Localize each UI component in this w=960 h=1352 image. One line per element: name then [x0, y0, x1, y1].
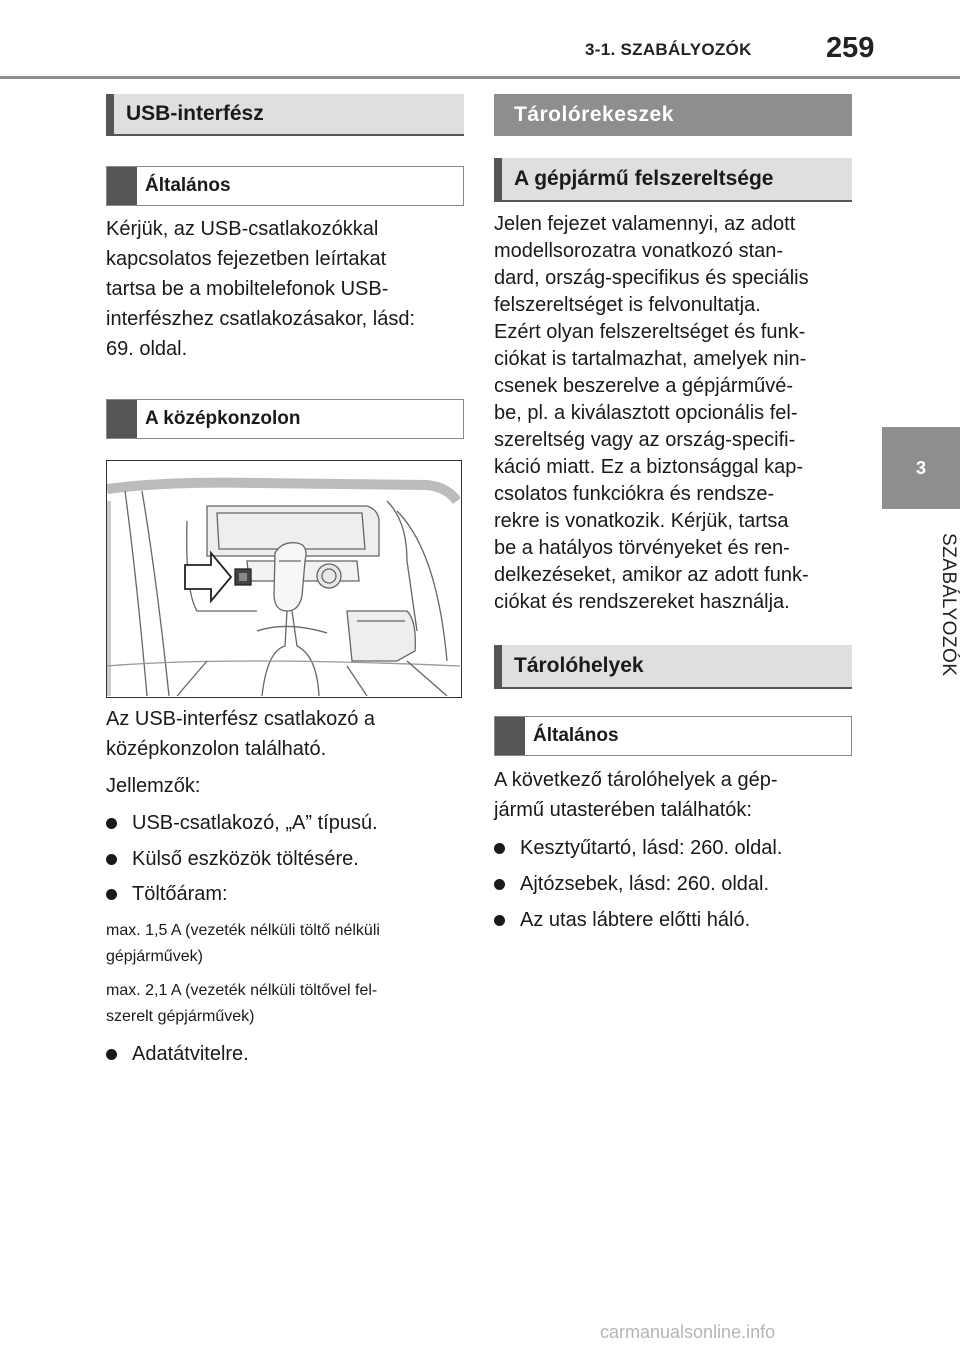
subheading-console	[106, 399, 464, 439]
paragraph-line: be, pl. a kiválasztott opcionális fel-	[494, 402, 798, 424]
intro-line: kapcsolatos fejezetben leírtakat	[106, 248, 387, 270]
list-item-text: Adatátvitelre.	[132, 1043, 249, 1065]
figure-caption	[106, 704, 466, 764]
heading-bar	[106, 94, 114, 136]
section-heading-usb	[106, 94, 464, 136]
list-item-text: Ajtózsebek, lásd: 260. oldal.	[520, 873, 770, 895]
paragraph-line: ciókat és rendszereket használja.	[494, 591, 790, 613]
intro-line: tartsa be a mobiltelefonok USB-	[106, 278, 389, 300]
chapter-tab: 3	[882, 427, 960, 509]
storage-line: A következő tárolóhelyek a gép-	[494, 769, 778, 791]
subheading-general-text: Általános	[145, 175, 231, 196]
charge-note-1	[106, 918, 466, 970]
chapter-side-label	[883, 520, 959, 690]
arrow-icon	[185, 553, 231, 601]
section-heading-usb-text: USB-interfész	[126, 102, 264, 125]
bullet-icon	[106, 854, 117, 865]
list-item	[494, 870, 856, 898]
subheading-equipment	[494, 158, 852, 202]
note-line: max. 1,5 A (vezeték nélküli töltő nélküli	[106, 922, 380, 939]
paragraph-line: felszereltséget is felvonultatja.	[494, 294, 761, 316]
features-label: Jellemzők:	[106, 775, 201, 797]
subheading-bar	[494, 158, 502, 200]
bullet-icon	[106, 818, 117, 829]
subheading-equipment-text: A gépjármű felszereltsége	[514, 167, 774, 190]
list-item-text: Az utas lábtere előtti háló.	[520, 909, 751, 931]
note-line: gépjárművek)	[106, 948, 203, 965]
list-item-text: USB-csatlakozó, „A” típusú.	[132, 812, 378, 834]
subheading-bar	[107, 400, 137, 438]
charge-note-2	[106, 978, 466, 1030]
bullet-icon	[106, 889, 117, 900]
bullet-icon	[494, 879, 505, 890]
intro-line: interfészhez csatlakozásakor, lásd:	[106, 308, 416, 330]
storage-intro	[494, 765, 856, 825]
subheading-storage-places	[494, 645, 852, 689]
subheading-bar	[107, 167, 137, 205]
list-item	[494, 906, 856, 934]
list-item-text: Töltőáram:	[132, 883, 228, 905]
caption-line: Az USB-interfész csatlakozó a	[106, 708, 375, 730]
paragraph-line: káció miatt. Ez a biztonsággal kap-	[494, 456, 804, 478]
paragraph-line: csenek beszerelve a gépjárművé-	[494, 375, 794, 397]
watermark: carmanualsonline.info	[600, 1322, 776, 1342]
caption-line: középkonzolon található.	[106, 738, 327, 760]
subheading-bar	[494, 645, 502, 687]
bullet-icon	[106, 1049, 117, 1060]
paragraph-line: be a hatályos törvényeket és ren-	[494, 537, 790, 559]
list-item	[494, 834, 856, 862]
section-heading-storage	[494, 94, 852, 136]
subheading-general-right	[494, 716, 852, 756]
paragraph-line: dard, ország-specifikus és speciális	[494, 267, 809, 289]
list-item	[106, 880, 466, 908]
page-number: 259	[826, 32, 875, 64]
subheading-general	[106, 166, 464, 206]
list-item	[106, 845, 466, 873]
subheading-console-text: A középkonzolon	[145, 408, 301, 429]
header-rule	[0, 76, 960, 79]
subheading-general-right-text: Általános	[533, 725, 619, 746]
list-item	[106, 1040, 466, 1068]
heading-bar	[494, 94, 502, 136]
intro-line: 69. oldal.	[106, 338, 188, 360]
bullet-icon	[494, 915, 505, 926]
chapter-title: 3-1. SZABÁLYOZÓK	[585, 40, 752, 59]
paragraph-line: delkezéseket, amikor az adott funk-	[494, 564, 809, 586]
paragraph-line: ciókat is tartalmazhat, amelyek nin-	[494, 348, 807, 370]
list-item	[106, 809, 466, 837]
storage-line: jármű utasterében találhatók:	[494, 799, 752, 821]
paragraph-line: rekre is vonatkozik. Kérjük, tartsa	[494, 510, 789, 532]
paragraph-line: Jelen fejezet valamennyi, az adott	[494, 213, 796, 235]
intro-paragraph	[106, 214, 466, 364]
console-illustration	[107, 461, 460, 696]
paragraph-line: szereltség vagy az ország-specifi-	[494, 429, 796, 451]
list-item-text: Külső eszközök töltésére.	[132, 848, 359, 870]
subheading-bar	[495, 717, 525, 755]
equipment-paragraph	[494, 211, 856, 616]
paragraph-line: Ezért olyan felszereltséget és funk-	[494, 321, 806, 343]
intro-line: Kérjük, az USB-csatlakozókkal	[106, 218, 379, 240]
chapter-side-label-text: SZABÁLYOZÓK	[938, 533, 959, 677]
console-usb-figure	[106, 460, 462, 698]
bullet-icon	[494, 843, 505, 854]
paragraph-line: modellsorozatra vonatkozó stan-	[494, 240, 784, 262]
section-heading-storage-text: Tárolórekeszek	[514, 103, 674, 126]
subheading-storage-places-text: Tárolóhelyek	[514, 654, 644, 677]
note-line: szerelt gépjárművek)	[106, 1008, 255, 1025]
note-line: max. 2,1 A (vezeték nélküli töltővel fel-	[106, 982, 378, 999]
list-item-text: Kesztyűtartó, lásd: 260. oldal.	[520, 837, 783, 859]
paragraph-line: csolatos funkciókra és rendsze-	[494, 483, 775, 505]
